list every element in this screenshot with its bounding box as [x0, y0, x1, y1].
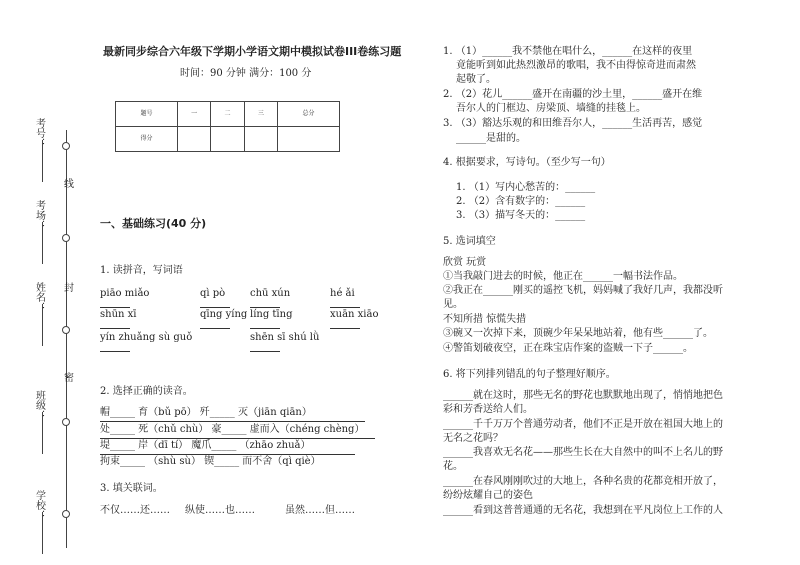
order-line: 无名之花吗？ [443, 433, 503, 444]
order-line: 花。 [443, 461, 463, 472]
fill-line: ______是甜的。 [456, 133, 526, 144]
reading-line: 堤_____ 岸（dī tí） 魔爪_____ （zhāo zhuǎ） [100, 440, 311, 451]
school-field[interactable] [42, 512, 43, 554]
binding-hole [62, 510, 70, 518]
seal-label-xian: 线 [61, 178, 73, 188]
pinyin-item: shēn sī shú lǜ [250, 332, 320, 343]
class-label: 班级： [33, 390, 45, 420]
order-line: ______我喜欢无名花——那些生长在大自然中的叫不上名儿的野 [443, 447, 723, 458]
reading-line: 帽_____ 育（bǔ pō） 歼_____ 灭（jiān qiān） [100, 407, 312, 418]
binding-hole [62, 418, 70, 426]
score-header-cell: 题号 [116, 102, 178, 127]
answer-blank[interactable] [250, 307, 280, 308]
question-1-title: 1. 读拼音，写词语 [100, 265, 183, 276]
page-subtitle: 时间：90 分钟 满分：100 分 [180, 68, 312, 79]
score-row-label: 得分 [116, 127, 178, 152]
fill-line: 3. （3）豁达乐观的和田维吾尔人，______生活再苦，感觉 [443, 118, 703, 129]
word-choices: 欣赏 玩赏 [443, 257, 487, 268]
order-line: ______就在这时，那些无名的野花也默默地出现了，悄悄地把色 [443, 390, 723, 401]
pinyin-item: xuān xiāo [330, 309, 379, 320]
binding-hole [62, 326, 70, 334]
answer-blank[interactable] [330, 307, 360, 308]
answer-blank[interactable] [100, 307, 130, 308]
binding-hole [62, 234, 70, 242]
choice-sentence: 见。 [443, 299, 463, 310]
order-line: 纷纷炫耀自己的姿色 [443, 490, 533, 501]
choice-sentence: ①当我敲门进去的时候，他正在______一幅书法作品。 [443, 271, 683, 282]
pinyin-item: chū xún [250, 288, 291, 299]
score-header-cell: 总分 [278, 102, 340, 127]
name-label: 姓名： [33, 282, 45, 312]
line-rule [100, 421, 365, 422]
question-6-title: 6. 将下列排列错乱的句子整理好顺序。 [443, 369, 616, 380]
name-field[interactable] [42, 304, 43, 346]
pinyin-item: qì pò [200, 288, 226, 299]
question-2-title: 2. 选择正确的读音。 [100, 386, 193, 397]
word-choices: 不知所措 惊慌失措 [443, 314, 527, 325]
class-field[interactable] [42, 412, 43, 454]
pinyin-item: shūn xī [100, 309, 137, 320]
line-rule [100, 438, 375, 439]
line-rule [100, 454, 355, 455]
reading-line: 处_____ 死（chǔ chù） 豪_____ 虚而入（chéng chèng） [100, 424, 365, 435]
choice-sentence: ④警笛划破夜空，正在珠宝店作案的盗贼一下子______。 [443, 343, 693, 354]
order-line: ______看到这普普通通的无名花，我想到在平凡岗位上工作的人 [443, 505, 723, 516]
conjunction-item: 不仅……还…… [100, 505, 170, 516]
score-header-cell: 二 [211, 102, 244, 127]
answer-blank[interactable] [330, 328, 360, 329]
score-header-cell: 三 [244, 102, 277, 127]
pinyin-item: hé ǎi [330, 288, 355, 299]
conjunction-item: 纵使……也…… [185, 505, 255, 516]
exam-room-label: 考场： [33, 200, 45, 230]
fill-line: 竟能听到如此热烈激昂的歌唱，我不由得惊奇进而肃然 [456, 60, 696, 71]
exam-no-field[interactable] [42, 140, 43, 182]
poem-item: 2. （2）含有数字的：______ [456, 196, 586, 207]
score-cell[interactable] [244, 127, 277, 152]
pinyin-item: yín zhuǎng sù guǒ [100, 332, 193, 343]
choice-sentence: ③碗又一次掉下来，顶碗少年呆呆地站着，他有些______了。 [443, 328, 713, 339]
score-cell[interactable] [211, 127, 244, 152]
school-label: 学校： [33, 490, 45, 520]
binding-line [66, 130, 67, 548]
order-line: ______在春风刚刚吹过的大地上，各种名贵的花都竞相开放了， [443, 476, 723, 487]
fill-line: 吾尔人的门框边、房梁顶、墙缝的挂毯上。 [456, 103, 646, 114]
reading-line: 拘束_____ （shù sù） 锲_____ 而不舍（qì qiè） [100, 456, 321, 467]
fill-line: 2. （2）花儿______盛开在南疆的沙土里，______盛开在维 [443, 89, 703, 100]
answer-blank[interactable] [200, 328, 230, 329]
exam-no-label: 考号： [33, 118, 45, 148]
question-5-title: 5. 选词填空 [443, 236, 496, 247]
page-title: 最新同步综合六年级下学期小学语文期中模拟试卷III卷练习题 [103, 45, 402, 58]
poem-item: 3. （3）描写冬天的：______ [456, 210, 586, 221]
seal-label-feng: 封 [61, 282, 73, 292]
poem-item: 1. （1）写内心愁苦的：______ [456, 182, 596, 193]
pinyin-item: qīng yíng [200, 309, 248, 320]
question-4-title: 4. 根据要求，写诗句。（至少写一句） [443, 157, 611, 168]
fill-line: 起敬了。 [456, 74, 496, 85]
exam-room-field[interactable] [42, 222, 43, 264]
pinyin-item: piāo miǎo [100, 288, 150, 299]
answer-blank[interactable] [100, 328, 130, 329]
score-table [115, 101, 340, 152]
seal-label-mi: 密 [61, 372, 73, 382]
order-line: ______千千万万个普通劳动者，他们不正是开放在祖国大地上的 [443, 419, 723, 430]
conjunction-item: 虽然……但…… [285, 505, 355, 516]
answer-blank[interactable] [250, 328, 280, 329]
binding-hole [62, 142, 70, 150]
answer-blank[interactable] [250, 351, 280, 352]
fill-line: 1. （1）______我不禁他在唱什么，______在这样的夜里 [443, 46, 693, 57]
answer-blank[interactable] [200, 307, 230, 308]
score-header-cell: 一 [177, 102, 210, 127]
question-3-title: 3. 填关联词。 [100, 483, 163, 494]
pinyin-item: líng tīng [250, 309, 293, 320]
order-line: 彩和芳香送给人们。 [443, 404, 533, 415]
section-title: 一、基础练习(40 分) [100, 217, 207, 230]
answer-blank[interactable] [100, 351, 130, 352]
choice-sentence: ②我正在______刚买的遥控飞机，妈妈喊了我好几声，我都没听 [443, 285, 723, 296]
score-cell[interactable] [278, 127, 340, 152]
score-cell[interactable] [177, 127, 210, 152]
